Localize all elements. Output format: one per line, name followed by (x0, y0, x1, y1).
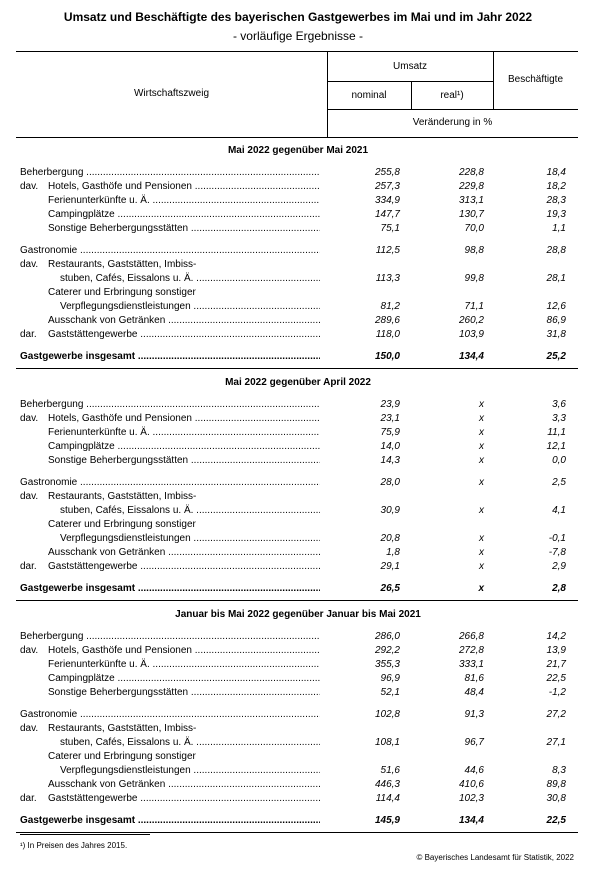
value-nominal: 113,3 (375, 273, 400, 284)
total-row (0, 350, 596, 364)
row-label: stuben, Cafés, Eissalons u. Ä. ..... (60, 504, 320, 518)
value-real: x (479, 455, 484, 466)
table-row (0, 222, 596, 236)
row-label: Ferienunterkünfte u. Ä. ..... (48, 426, 320, 440)
value-real: 71,1 (464, 301, 484, 312)
table-row (0, 736, 596, 750)
value-nominal: 255,8 (374, 167, 400, 178)
value-real: 333,1 (458, 659, 484, 670)
row-label: Hotels, Gasthöfe und Pensionen ..... (48, 644, 320, 658)
row-label: Gaststättengewerbe ..... (48, 560, 320, 574)
value-real: 98,8 (464, 245, 484, 256)
value-beschaeftigte: 22,5 (546, 815, 566, 826)
header-umsatz: Umsatz (393, 61, 427, 72)
row-label: Verpflegungsdienstleistungen ..... (60, 532, 320, 546)
section-title: Mai 2022 gegenüber April 2022 (225, 377, 371, 388)
value-beschaeftigte: 86,9 (546, 315, 566, 326)
row-label: stuben, Cafés, Eissalons u. Ä. ..... (60, 272, 320, 286)
value-beschaeftigte: 22,5 (546, 673, 566, 684)
table-row (0, 546, 596, 560)
section-title: Mai 2022 gegenüber Mai 2021 (227, 145, 369, 156)
value-nominal: 118,0 (375, 329, 400, 340)
value-beschaeftigte: 1,1 (552, 223, 566, 234)
table-row (0, 440, 596, 454)
value-nominal: 114,4 (375, 793, 400, 804)
section-rule (16, 832, 578, 833)
value-beschaeftigte: 3,6 (552, 399, 566, 410)
value-real: 410,6 (458, 779, 484, 790)
value-beschaeftigte: 30,8 (546, 793, 566, 804)
value-nominal: 150,0 (374, 351, 400, 362)
value-real: x (479, 399, 484, 410)
footnote-rule (20, 834, 150, 835)
value-real: 81,6 (464, 673, 484, 684)
row-prefix: dav. (20, 181, 39, 192)
total-row (0, 814, 596, 828)
value-real: 130,7 (458, 209, 484, 220)
table-row (0, 490, 596, 504)
row-label: Gastgewerbe insgesamt ..... (20, 814, 320, 828)
value-real: 70,0 (464, 223, 484, 234)
value-beschaeftigte: 14,2 (546, 631, 566, 642)
value-beschaeftigte: 13,9 (546, 645, 566, 656)
value-beschaeftigte: -1,2 (548, 687, 566, 698)
table-row (0, 328, 596, 342)
value-real: 229,8 (458, 181, 484, 192)
value-nominal: 145,9 (374, 815, 400, 826)
table-row (0, 454, 596, 468)
table-row (0, 194, 596, 208)
section-title: Januar bis Mai 2022 gegenüber Januar bis Mai 2021 (175, 609, 421, 620)
row-prefix: dav. (20, 491, 39, 502)
row-label: Ausschank von Getränken ..... (48, 778, 320, 792)
value-real: 134,4 (458, 815, 484, 826)
value-beschaeftigte: 25,2 (546, 351, 566, 362)
value-real: 272,8 (458, 645, 484, 656)
table-row (0, 778, 596, 792)
value-real: 103,9 (458, 329, 484, 340)
table-row (0, 258, 596, 272)
value-nominal: 292,2 (374, 645, 400, 656)
table-row (0, 722, 596, 736)
value-beschaeftigte: -0,1 (548, 533, 566, 544)
row-label: Campingplätze ..... (48, 440, 320, 454)
value-real: 313,1 (458, 195, 484, 206)
header-real: real¹) (440, 90, 464, 101)
table-row (0, 166, 596, 180)
row-prefix: dar. (20, 561, 37, 572)
value-nominal: 81,2 (380, 301, 400, 312)
table-row (0, 180, 596, 194)
value-nominal: 446,3 (374, 779, 400, 790)
value-beschaeftigte: 12,6 (546, 301, 566, 312)
table-row (0, 314, 596, 328)
table-row (0, 412, 596, 426)
table-row (0, 504, 596, 518)
value-nominal: 75,1 (380, 223, 400, 234)
row-label: stuben, Cafés, Eissalons u. Ä. ..... (60, 736, 320, 750)
table-row (0, 764, 596, 778)
row-label: Ausschank von Getränken ..... (48, 314, 320, 328)
row-label: Restaurants, Gaststätten, Imbiss- (48, 259, 197, 270)
table-row (0, 286, 596, 300)
value-beschaeftigte: 89,8 (546, 779, 566, 790)
row-label: Sonstige Beherbergungsstätten ..... (48, 222, 320, 236)
value-real: x (479, 547, 484, 558)
value-real: 96,7 (464, 737, 484, 748)
table-row (0, 300, 596, 314)
table-row (0, 658, 596, 672)
row-label: Beherbergung ..... (20, 166, 320, 180)
value-real: x (479, 561, 484, 572)
row-prefix: dav. (20, 645, 39, 656)
value-real: x (479, 505, 484, 516)
table-row (0, 750, 596, 764)
value-real: 99,8 (464, 273, 484, 284)
row-label: Verpflegungsdienstleistungen ..... (60, 300, 320, 314)
value-nominal: 26,5 (380, 583, 400, 594)
table-row (0, 630, 596, 644)
table-title: Umsatz und Beschäftigte des bayerischen Gastgewerbes im Mai und im Jahr 2022 (63, 10, 533, 24)
value-beschaeftigte: 28,8 (546, 245, 566, 256)
row-label: Verpflegungsdienstleistungen ..... (60, 764, 320, 778)
header-umsatz-rule (327, 81, 493, 82)
value-real: x (479, 477, 484, 488)
value-beschaeftigte: 18,2 (546, 181, 566, 192)
value-nominal: 28,0 (380, 477, 400, 488)
value-real: 91,3 (464, 709, 484, 720)
value-beschaeftigte: 18,4 (546, 167, 566, 178)
table-row (0, 644, 596, 658)
value-beschaeftigte: 11,1 (547, 427, 566, 438)
table-row (0, 426, 596, 440)
value-nominal: 112,5 (375, 245, 400, 256)
value-nominal: 20,8 (380, 533, 400, 544)
row-label: Campingplätze ..... (48, 672, 320, 686)
row-label: Ferienunterkünfte u. Ä. ..... (48, 658, 320, 672)
value-nominal: 108,1 (374, 737, 400, 748)
value-beschaeftigte: 12,1 (546, 441, 566, 452)
value-nominal: 96,9 (380, 673, 400, 684)
table-row (0, 272, 596, 286)
table-row (0, 672, 596, 686)
value-nominal: 14,3 (380, 455, 400, 466)
value-real: 134,4 (458, 351, 484, 362)
value-beschaeftigte: 28,3 (546, 195, 566, 206)
table-subtitle: - vorläufige Ergebnisse - (232, 29, 364, 43)
value-real: x (479, 413, 484, 424)
row-prefix: dav. (20, 259, 39, 270)
row-label: Campingplätze ..... (48, 208, 320, 222)
value-beschaeftigte: 8,3 (552, 765, 566, 776)
value-beschaeftigte: 4,1 (552, 505, 566, 516)
value-nominal: 1,8 (386, 547, 400, 558)
value-real: 44,6 (464, 765, 484, 776)
value-nominal: 75,9 (380, 427, 400, 438)
table-row (0, 244, 596, 258)
value-nominal: 51,6 (380, 765, 400, 776)
row-prefix: dar. (20, 329, 37, 340)
row-prefix: dav. (20, 413, 39, 424)
value-real: x (479, 533, 484, 544)
row-label: Gaststättengewerbe ..... (48, 328, 320, 342)
value-beschaeftigte: 2,8 (552, 583, 566, 594)
table-row (0, 398, 596, 412)
value-beschaeftigte: 3,3 (552, 413, 566, 424)
value-nominal: 257,3 (374, 181, 400, 192)
value-beschaeftigte: 21,7 (546, 659, 566, 670)
row-label: Caterer und Erbringung sonstiger (48, 287, 196, 298)
value-nominal: 289,6 (374, 315, 400, 326)
value-nominal: 52,1 (380, 687, 400, 698)
value-nominal: 286,0 (374, 631, 400, 642)
section-rule (16, 368, 578, 369)
header-wirtschaftszweig: Wirtschaftszweig (133, 88, 209, 99)
header-values-rule (327, 109, 578, 110)
section-rule (16, 600, 578, 601)
value-real: 48,4 (464, 687, 484, 698)
row-label: Restaurants, Gaststätten, Imbiss- (48, 723, 197, 734)
row-label: Sonstige Beherbergungsstätten ..... (48, 686, 320, 700)
value-nominal: 29,1 (380, 561, 400, 572)
row-label: Caterer und Erbringung sonstiger (48, 519, 196, 530)
header-nominal: nominal (351, 90, 387, 101)
value-beschaeftigte: 27,2 (546, 709, 566, 720)
value-real: 260,2 (458, 315, 484, 326)
value-beschaeftigte: 2,5 (552, 477, 566, 488)
header-veraenderung: Veränderung in % (412, 117, 493, 128)
value-nominal: 147,7 (374, 209, 400, 220)
table-row (0, 532, 596, 546)
row-label: Beherbergung ..... (20, 630, 320, 644)
value-nominal: 14,0 (380, 441, 400, 452)
row-label: Gaststättengewerbe ..... (48, 792, 320, 806)
row-label: Gastronomie ..... (20, 244, 320, 258)
value-beschaeftigte: 0,0 (552, 455, 566, 466)
value-nominal: 23,9 (380, 399, 400, 410)
row-label: Sonstige Beherbergungsstätten ..... (48, 454, 320, 468)
row-prefix: dav. (20, 723, 39, 734)
row-prefix: dar. (20, 793, 37, 804)
table-row (0, 708, 596, 722)
header-bottom-rule (16, 137, 578, 138)
value-nominal: 23,1 (380, 413, 400, 424)
value-real: x (479, 427, 484, 438)
table-row (0, 208, 596, 222)
total-row (0, 582, 596, 596)
row-label: Gastgewerbe insgesamt ..... (20, 582, 320, 596)
value-nominal: 30,9 (380, 505, 400, 516)
value-real: 102,3 (458, 793, 484, 804)
table-row (0, 476, 596, 490)
row-label: Gastronomie ..... (20, 476, 320, 490)
row-label: Ferienunterkünfte u. Ä. ..... (48, 194, 320, 208)
row-label: Hotels, Gasthöfe und Pensionen ..... (48, 412, 320, 426)
row-label: Gastgewerbe insgesamt ..... (20, 350, 320, 364)
value-nominal: 334,9 (374, 195, 400, 206)
value-real: 228,8 (458, 167, 484, 178)
value-real: 266,8 (458, 631, 484, 642)
value-nominal: 355,3 (374, 659, 400, 670)
value-beschaeftigte: 28,1 (546, 273, 566, 284)
row-label: Hotels, Gasthöfe und Pensionen ..... (48, 180, 320, 194)
table-row (0, 792, 596, 806)
value-beschaeftigte: -7,8 (548, 547, 566, 558)
footnote: ¹) In Preisen des Jahres 2015. (20, 841, 128, 850)
value-nominal: 102,8 (374, 709, 400, 720)
row-label: Ausschank von Getränken ..... (48, 546, 320, 560)
value-real: x (479, 441, 484, 452)
header-beschaeftigte: Beschäftigte (507, 74, 564, 85)
value-beschaeftigte: 31,8 (546, 329, 566, 340)
value-beschaeftigte: 27,1 (546, 737, 566, 748)
row-label: Gastronomie ..... (20, 708, 320, 722)
row-label: Restaurants, Gaststätten, Imbiss- (48, 491, 197, 502)
row-label: Caterer und Erbringung sonstiger (48, 751, 196, 762)
table-row (0, 518, 596, 532)
table-row (0, 686, 596, 700)
value-real: x (478, 583, 484, 594)
value-beschaeftigte: 19,3 (546, 209, 566, 220)
row-label: Beherbergung ..... (20, 398, 320, 412)
value-beschaeftigte: 2,9 (552, 561, 566, 572)
table-row (0, 560, 596, 574)
copyright: © Bayerisches Landesamt für Statistik, 2022 (416, 853, 574, 862)
